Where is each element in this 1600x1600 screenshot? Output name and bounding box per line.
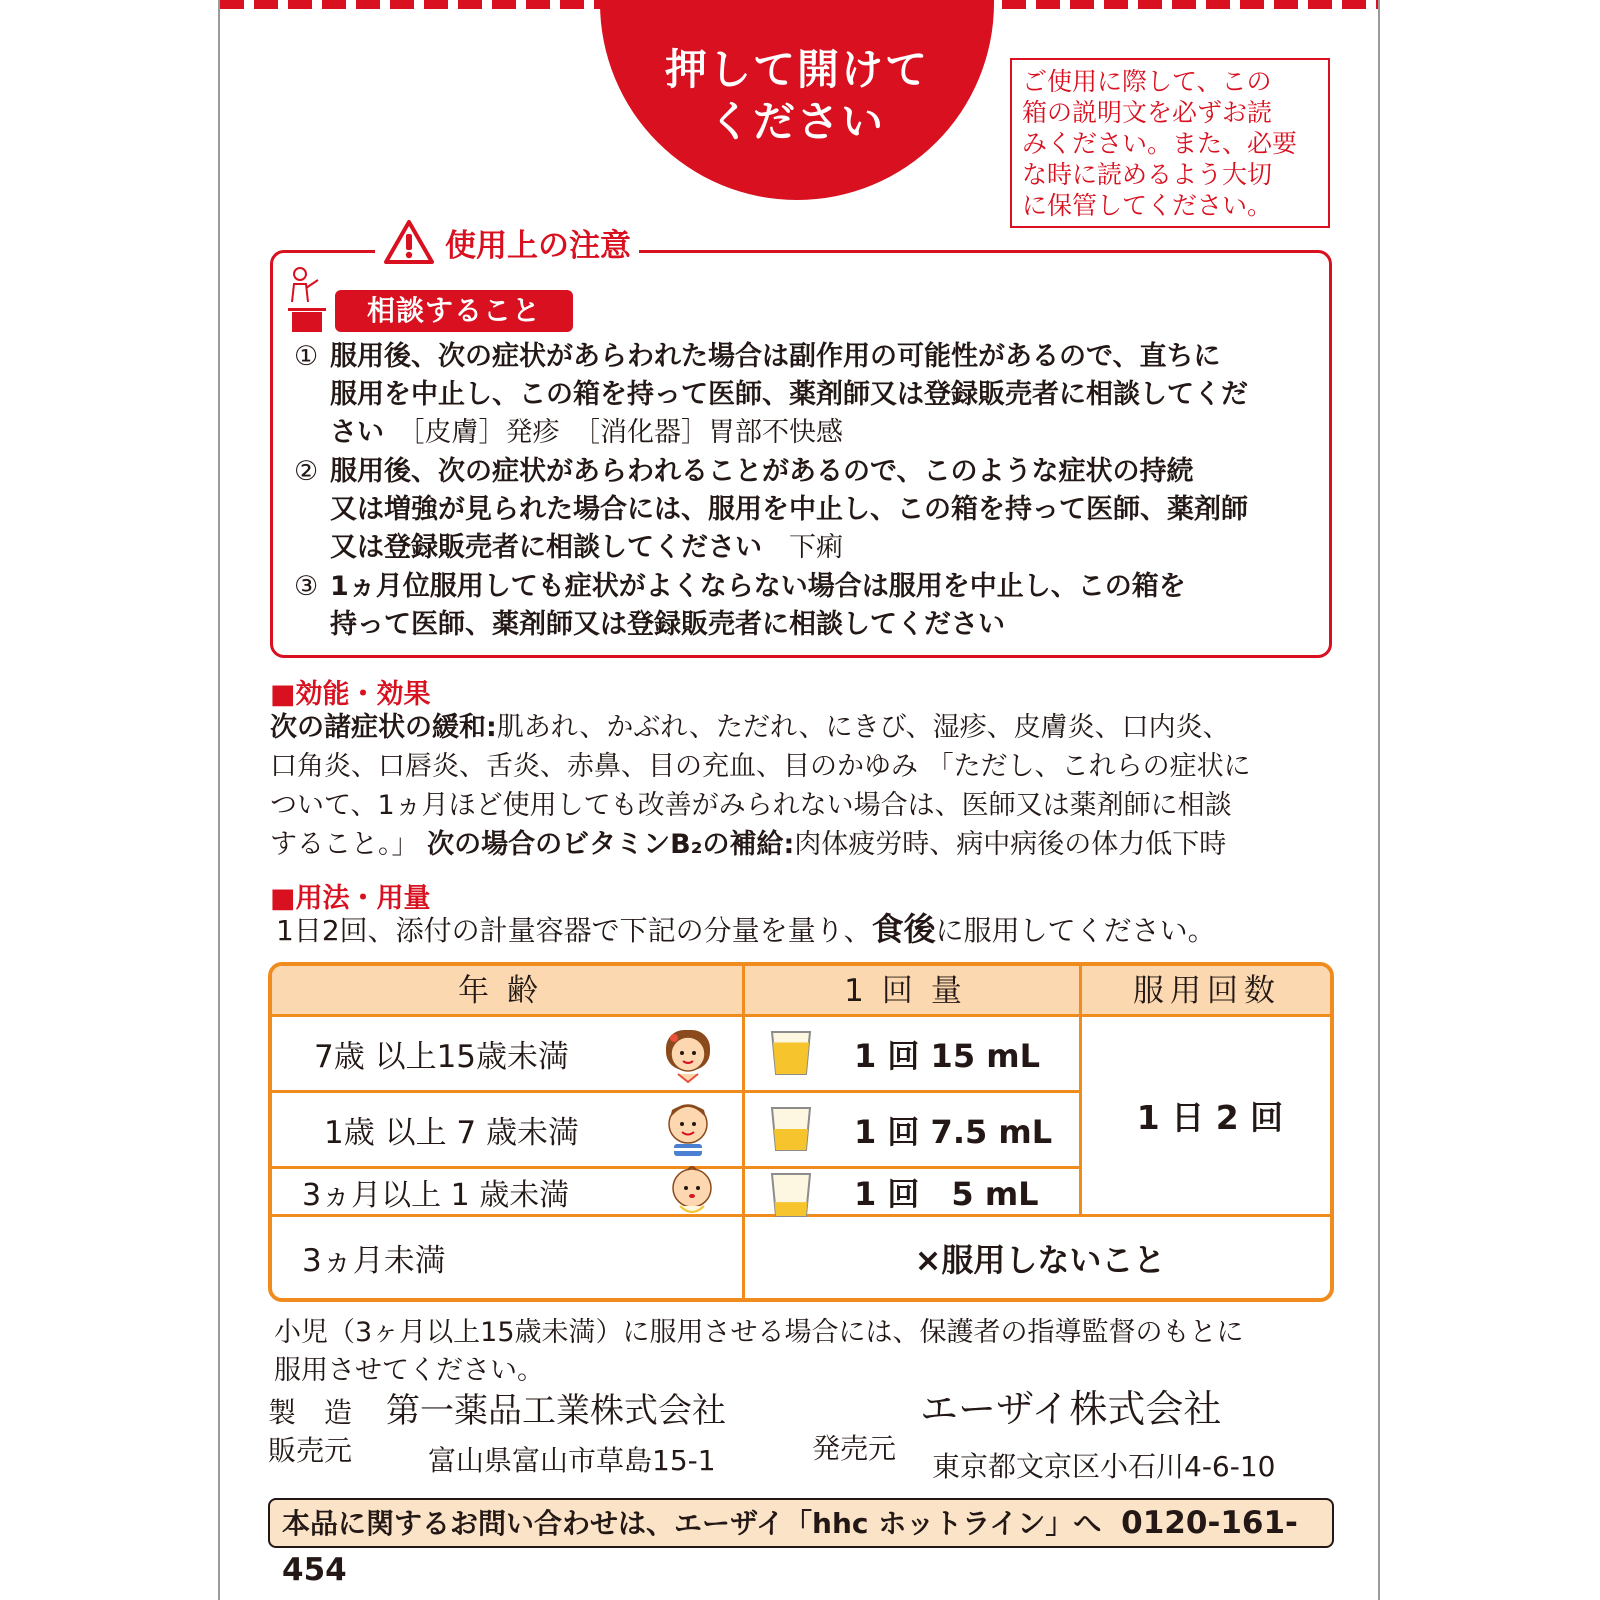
row3-age: 3ヵ月以上 1 歳未満 [302,1177,570,1213]
seller-address: 東京都文京区小石川4-6-10 [932,1450,1276,1483]
seller-label: 発売元 [812,1432,897,1465]
girl-face-icon [660,1024,716,1084]
cup-5ml-fill [775,1202,808,1216]
warning-triangle-icon [383,219,435,265]
cup-5ml-icon [768,1170,814,1220]
header-amount: 1回量 [844,973,980,1009]
header-age: 年齢 [458,973,556,1009]
package-panel [218,0,1380,1600]
row1-age: 7歳 以上15歳未満 [314,1039,570,1075]
dosage-heading: ■用法・用量 [270,883,431,914]
row2-age: 1歳 以上 7 歳未満 [324,1115,580,1151]
maker-address: 富山県富山市草島15-1 [428,1444,716,1477]
push-open-label: 押して開けて ください [664,45,929,146]
row2-amount: 1 回 7.5 mL [854,1112,1053,1151]
cup-15ml-fill [773,1043,809,1075]
caution-item-3: ③ 1ヵ月位服用しても症状がよくならない場合は服用を中止し、この箱を 持って医師、薬剤師又は登録販売者に相談してください [294,571,1186,640]
dosage-intro: 1日2回、添付の計量容器で下記の分量を量り、食後に服用してください。 [276,910,1216,948]
baby-face-icon [664,1162,720,1222]
times-value: 1 日 2 回 [1136,1098,1284,1137]
dosage-table [268,962,1334,1302]
boy-face-icon [660,1098,716,1158]
caution-item-2: ② 服用後、次の症状があらわれることがあるので、このような症状の持続 又は増強が見られた場合には、服用を中止し、この箱を持って医師、薬剤師 又は登録販売者に相談してください 下痢 [294,456,1248,563]
pharmacist-icon [286,262,326,334]
seller-name: エーザイ株式会社 [920,1387,1222,1431]
maker-label: 製 造 販売元 [268,1396,353,1467]
under3-age: 3ヵ月未満 [302,1243,446,1279]
caution-title: 使用上の注意 [445,227,631,264]
effects-text: 次の諸症状の緩和:肌あれ、かぶれ、ただれ、にきび、湿疹、皮膚炎、口内炎、 口角炎、口唇炎、舌炎、赤鼻、目の充血、目のかゆみ 「ただし、これらの症状に ついて、1ヵ月ほど使用しても改善がみられない場合は、医師又は薬剤師に相談 すること。」 次の場合のビタミンB₂の補給:肉体疲労時、病中病後の体力低下時 [270,712,1251,860]
hotline-phone[interactable]: 0120-161-454 [282,1505,1298,1588]
cup-7-5ml-fill [774,1129,808,1150]
read-notice-box: ご使用に際して、この 箱の説明文を必ずお読 みください。また、必要 な時に読めるよう大切 に保管してください。 [1010,58,1330,228]
row3-amount: 1 回 5 mL [854,1174,1039,1213]
contact-hotline-bar: 本品に関するお問い合わせは、エーザイ「hhc ホットライン」へ 0120-161-454 [268,1498,1334,1548]
caution-item-1: ① 服用後、次の症状があらわれた場合は副作用の可能性があるので、直ちに 服用を中止し、この箱を持って医師、薬剤師又は登録販売者に相談してくだ さい ［皮膚］発疹 ［消化器］胃部不快感 [294,341,1248,448]
cup-15ml-icon [768,1028,814,1078]
effects-heading: ■効能・効果 [270,679,431,710]
row1-amount: 1 回 15 mL [854,1036,1040,1075]
child-guidance-note: 小児（3ヶ月以上15歳未満）に服用させる場合には、保護者の指導監督のもとに 服用させてください。 [274,1317,1244,1386]
consult-label: 相談すること [335,290,573,332]
caution-heading [375,214,639,270]
header-times: 服用回数 [1133,973,1281,1009]
under3-note: ×服用しないこと [914,1240,1166,1279]
cup-7-5ml-icon [768,1104,814,1154]
maker-name: 第一薬品工業株式会社 [386,1391,726,1431]
